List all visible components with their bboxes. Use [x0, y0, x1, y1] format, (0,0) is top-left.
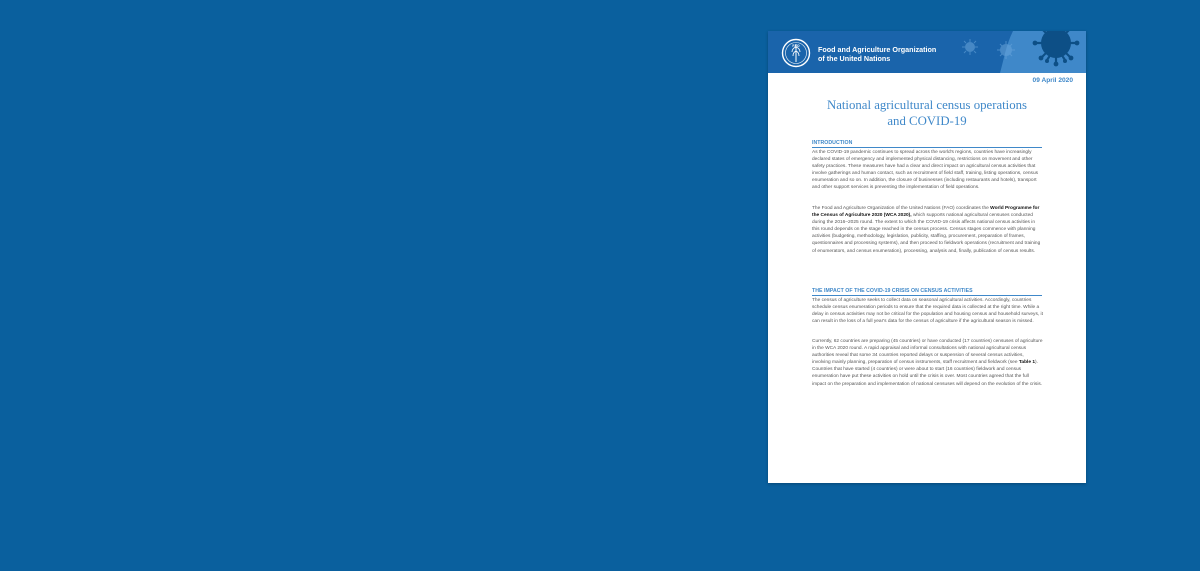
organization-name: Food and Agriculture Organization of the United Nations [818, 45, 937, 63]
paragraph-text: Currently, 62 countries are preparing (45 countries) or have conducted (17 countries) censuses of agriculture in the WCA 2020 round. A rapid appraisal and informal consultations with national agricultural census authorities reveal that some 34 countries reported delays or suspension of several census activities, involving mainly planning, preparation of census instruments, staff recruitment and fieldwork (see [812, 339, 1043, 366]
publication-date: 09 April 2020 [1032, 77, 1073, 84]
fao-logo-icon [781, 38, 811, 68]
impact-paragraph-2 [812, 338, 1043, 388]
section-heading-introduction: INTRODUCTION [812, 140, 1042, 148]
document-title: National agricultural census operations and COVID-19 [826, 98, 1028, 128]
impact-paragraph-1: The census of agriculture seeks to collect data on seasonal agricultural activities. Accordingly, countries schedule census enumeration periods to ensure that the required data is collected at the right time. While a delay in census activities may not be critical for the population and housing census and household surveys, it can result in the loss of a full year's data for the census of agriculture if the agricultural season is missed. [812, 298, 1043, 325]
paragraph-text: which supports national agricultural censuses conducted during the 2016–2025 round. The extent to which the COVID-19 crisis affects national census activities in this round depends on the stage reached in the census process. Census stages commence with planning activities (budgeting, methodology, legislation, publicity, staffing, procurement, preparation of frames, questionnaires and processing systems), and then proceed to fieldwork operations (recruitment and training of enumerators, and census enumeration), processing, analysis and, finally, publication of census results. [812, 213, 1041, 254]
paragraph-text: The Food and Agriculture Organization of the United Nations (FAO) coordinates the [812, 206, 991, 211]
coronavirus-icon [936, 31, 1086, 73]
section-heading-impact: THE IMPACT OF THE COVID-19 CRISIS ON CENSUS ACTIVITIES [812, 288, 1042, 296]
svg-text:FAO: FAO [792, 44, 800, 48]
header-banner [768, 31, 1086, 73]
intro-paragraph-1: As the COVID-19 pandemic continues to spread across the world's regions, countries have increasingly declared states of emergency and implemented physical distancing, restrictions on movement and other safety practices. These measures have had a clear and direct impact on agricultural census activities that involve gatherings and human contact, such as recruitment of field staff, training, listing operations, census enumeration and so on. In addition, the closure of businesses (including restaurants and hotels), transport and other support services is preventing the implementation of field operations. [812, 150, 1039, 191]
document-page [768, 31, 1086, 483]
intro-paragraph-2 [812, 205, 1043, 255]
table-1-reference: Table 1 [1018, 360, 1036, 366]
wca-2020-reference: World Programme for the Census of Agriculture 2020 (WCA 2020), [812, 206, 1040, 219]
paragraph-text: ). Countries that have started (4 countries) or were about to start (16 countries) fieldwork and census enumeration have put these activities on hold until the crisis is over. Most countries agreed that the full impact on the preparation and implementation of national censuses will depend on the evolution of the crisis. [812, 360, 1043, 387]
